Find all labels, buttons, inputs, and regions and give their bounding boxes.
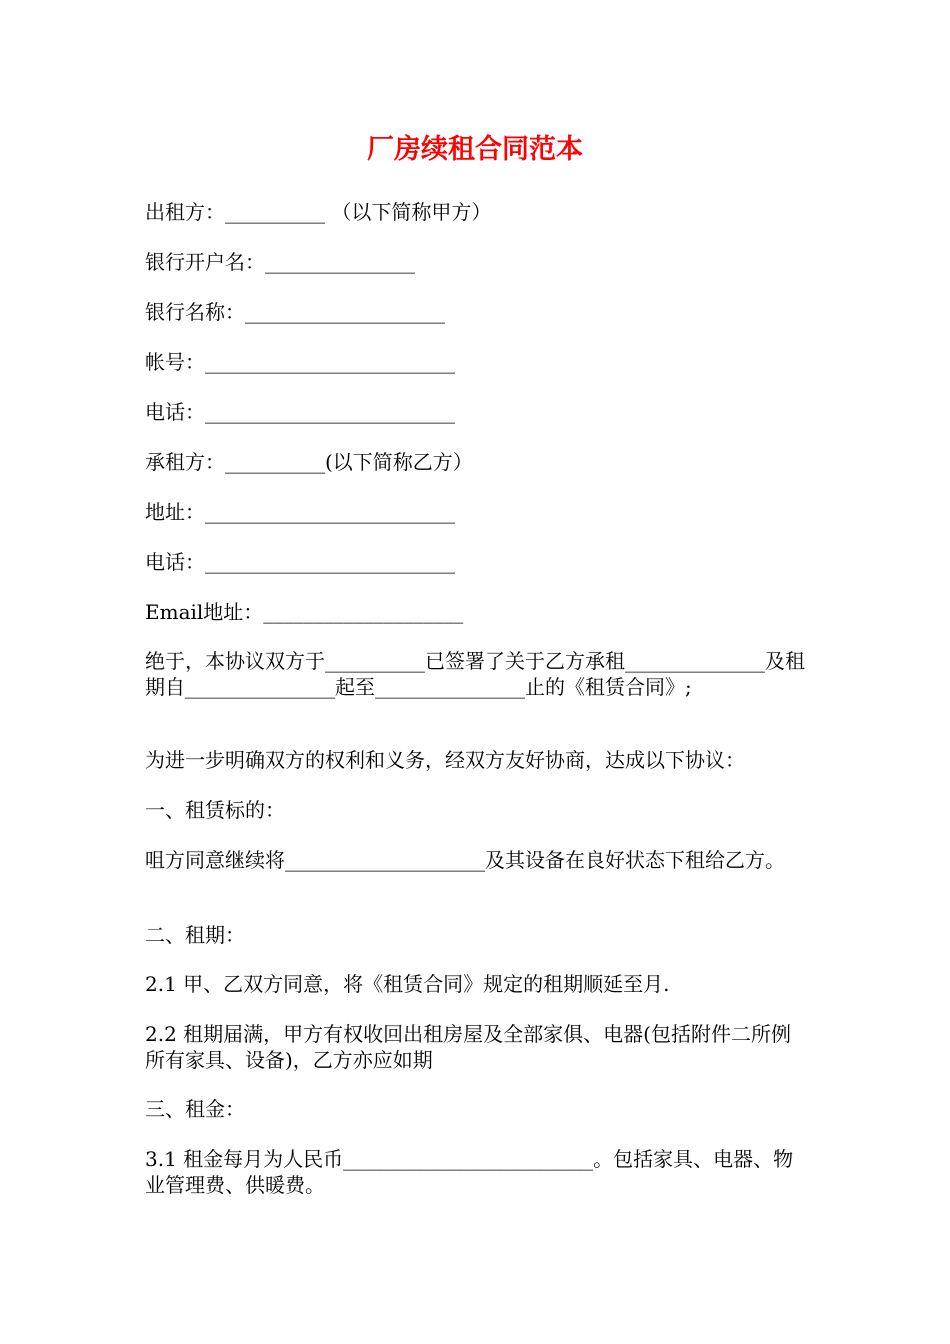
section-1-body: 咀方同意继续将____________________及其设备在良好状态下租给乙方。 bbox=[145, 848, 785, 872]
email-line: Email地址：____________________ bbox=[145, 600, 464, 624]
lessor-line: 出租方：__________ （以下简称甲方） bbox=[145, 200, 492, 224]
lessor-phone-line: 电话：_________________________ bbox=[145, 400, 455, 424]
address-line: 地址：_________________________ bbox=[145, 500, 455, 524]
clause-2-1: 2.1 甲、乙双方同意，将《租赁合同》规定的租期顺延至月. bbox=[145, 972, 670, 996]
intro-paragraph: 为进一步明确双方的权利和义务，经双方友好协商，达成以下协议： bbox=[145, 748, 745, 772]
clause-3-1: 3.1 租金每月为人民币_________________________。包括家具、电器、物业管理费、供暖费。 bbox=[145, 1147, 794, 1197]
clause-2-2: 2.2 租期届满，甲方有权收回出租房屋及全部家俱、电器(包括附件二所例所有家具、设备)，乙方亦应如期 bbox=[145, 1022, 791, 1072]
account-number-line: 帐号：_________________________ bbox=[145, 350, 455, 374]
bank-account-name-line: 银行开户名：_______________ bbox=[145, 250, 415, 274]
section-2-heading: 二、租期： bbox=[145, 923, 245, 947]
bank-name-line: 银行名称：____________________ bbox=[145, 300, 445, 324]
section-3-heading: 三、租金： bbox=[145, 1097, 245, 1121]
section-1-heading: 一、租赁标的： bbox=[145, 798, 285, 822]
document-title: 厂房续租合同范本 bbox=[367, 134, 583, 165]
lessee-line: 承租方：__________(以下简称乙方） bbox=[145, 450, 473, 474]
recital-paragraph: 绝于，本协议双方于__________已签署了关于乙方承租______________及租期自_______________起至_______________止的《租赁合同》; bbox=[145, 649, 805, 699]
lessee-phone-line: 电话：_________________________ bbox=[145, 550, 455, 574]
